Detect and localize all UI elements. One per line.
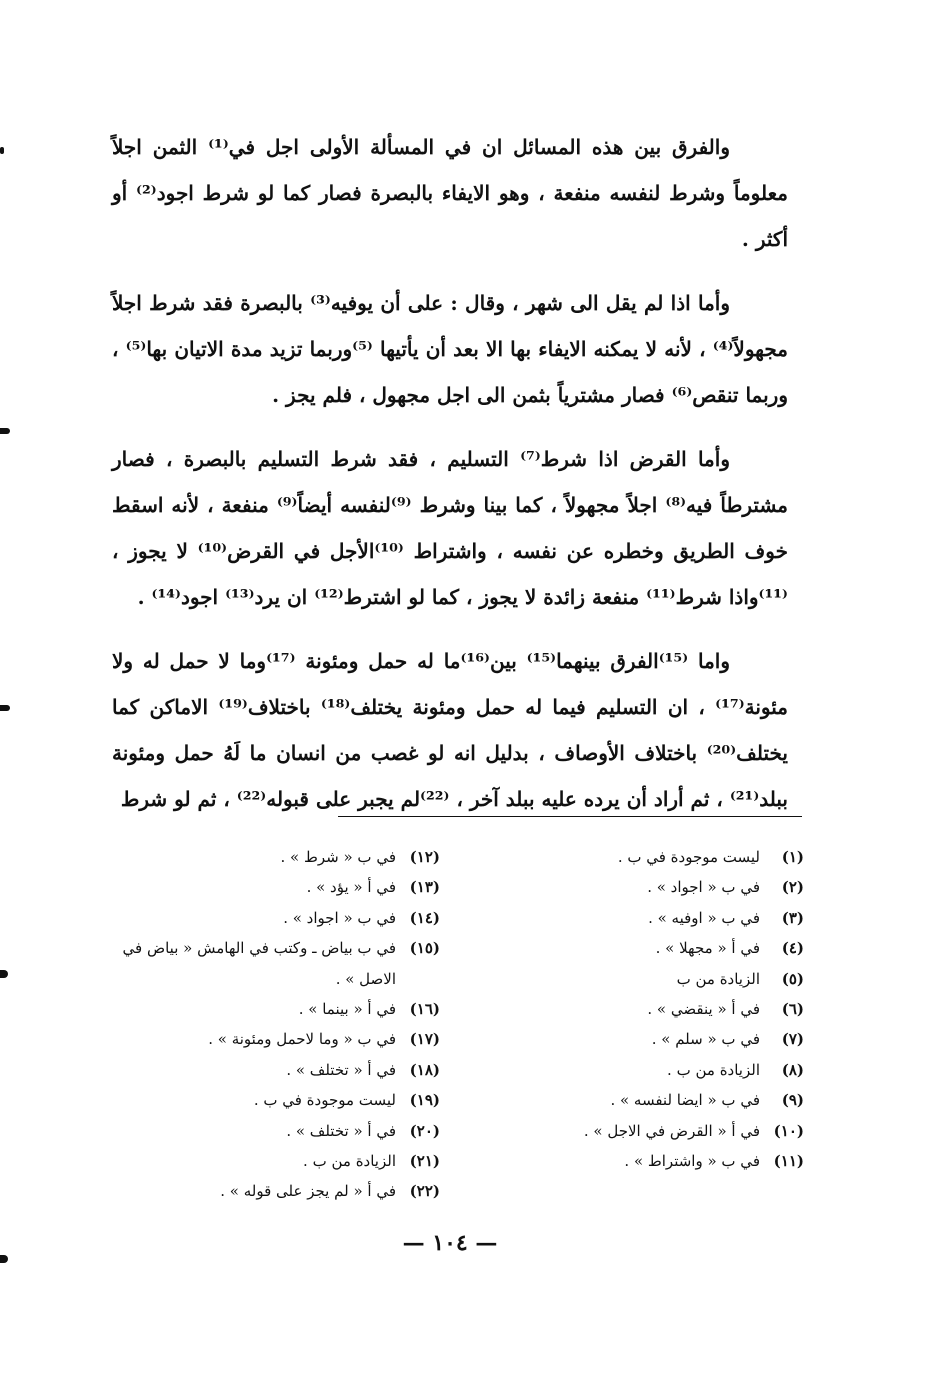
- footnote-text: في أ « لم يجز على قوله » .: [220, 1182, 396, 1201]
- scan-edge-mark: [0, 705, 10, 711]
- footnote: [540, 872, 804, 902]
- footnote-text: في ب « واشتراط » .: [624, 1152, 760, 1171]
- footnote: [110, 994, 440, 1024]
- footnote: [540, 1085, 804, 1115]
- footnotes-left-column: [110, 842, 440, 1207]
- scan-edge-mark: [0, 1255, 8, 1263]
- main-text: [112, 124, 788, 840]
- footnote: [110, 1024, 440, 1054]
- paragraph: واما ⁽¹⁵⁾الفرق بينهما⁽¹⁵⁾ بين⁽¹⁶⁾ما له حمل ومئونة ⁽¹⁷⁾وما لا حمل له ولا مئونة⁽¹⁷⁾ ، ان التسليم فيما له حمل ومئونة يختلف⁽¹⁸⁾ باختلاف⁽¹⁹⁾ الاماكن كما يختلف⁽²⁰⁾ باختلاف الأوصاف ، بدليل انه لو غصب من انسان ما لَهُ حمل ومئونة ببلد⁽²¹⁾ ، ثم أراد أن يرده عليه ببلد آخر ، ⁽²²⁾لم يجبر على قبوله⁽²²⁾ ، ثم لو شرط: [112, 649, 789, 811]
- footnote-text: في أ « مجهلا » .: [655, 939, 760, 958]
- footnote-number: (٨): [781, 1060, 804, 1079]
- footnote-text: في ب « سلم » .: [651, 1030, 760, 1049]
- footnote-number: (٢٢): [409, 1182, 440, 1201]
- footnote-number: (٥): [781, 969, 804, 988]
- footnote: [540, 1146, 804, 1176]
- footnote-text: في ب بياض ـ وكتب في الهامش « بياض في الاصل » .: [122, 939, 396, 988]
- footnote: [540, 842, 804, 872]
- footnote-text: في أ « ينقضي » .: [647, 1000, 760, 1019]
- footnote-number: (١١): [773, 1152, 804, 1171]
- footnote-number: (١٧): [409, 1030, 440, 1049]
- footnotes-right-column: [540, 842, 804, 1176]
- footnote: [110, 1116, 440, 1146]
- scan-edge-mark: [0, 428, 10, 434]
- footnote-number: (١٨): [409, 1060, 440, 1079]
- footnote-number: (١٢): [409, 848, 440, 866]
- paragraph: وأما اذا لم يقل الى شهر ، وقال : على أن يوفيه⁽³⁾ بالبصرة فقد شرط اجلاً مجهولاً⁽⁴⁾ ، لأنه لا يمكنه الايفاء بها الا بعد أن يأتيها ⁽⁵⁾وربما تزيد مدة الاتيان بها⁽⁵⁾ ، وربما تنقص⁽⁶⁾ فصار مشترياً بثمن الى اجل مجهول ، فلم يجز .: [112, 291, 789, 407]
- footnote-number: (٧): [781, 1030, 804, 1049]
- footnote-text: الزيادة من ب .: [303, 1152, 396, 1171]
- footnote-text: في ب « اجواد » .: [283, 908, 396, 927]
- footnote-text: في أ « تختلف » .: [286, 1121, 396, 1140]
- footnote-number: (١٤): [409, 908, 440, 927]
- footnote-text: في ب « شرط » .: [280, 848, 396, 866]
- footnote-text: في أ « بينما » .: [298, 1000, 396, 1019]
- footnote-number: (١): [781, 848, 804, 866]
- footnote-text: في ب « ايضا لنفسه » .: [610, 1091, 760, 1110]
- footnote-text: في ب « اجواد » .: [647, 878, 760, 897]
- footnote-number: (٢١): [409, 1152, 440, 1171]
- footnote-divider: [338, 816, 802, 817]
- footnote: [540, 1116, 804, 1146]
- footnote-text: في ب « وما لاحمل ومئونة » .: [208, 1030, 396, 1049]
- footnote: [110, 933, 440, 994]
- footnote-text: في ب « اوفيه » .: [648, 908, 760, 927]
- paragraph: وأما القرض اذا شرط⁽⁷⁾ التسليم ، فقد شرط التسليم بالبصرة ، فصار مشترطاً فيه⁽⁸⁾ اجلاً مجهولاً ، كما بينا وشرط ⁽⁹⁾لنفسه أيضاً⁽⁹⁾ منفعة ، لأنه اسقط خوف الطريق وخطره عن نفسه ، واشتراط ⁽¹⁰⁾الأجل في القرض⁽¹⁰⁾ لا يجوز ، ⁽¹¹⁾واذا شرط⁽¹¹⁾ منفعة زائدة لا يجوز ، كما لو اشترط⁽¹²⁾ ان يرد⁽¹³⁾ اجود⁽¹⁴⁾ .: [112, 447, 788, 609]
- footnote: [540, 903, 804, 933]
- footnote-text: الزيادة من ب .: [667, 1060, 760, 1079]
- footnote: [110, 1055, 440, 1085]
- footnote: [110, 903, 440, 933]
- footnote: [540, 964, 804, 994]
- footnote: [110, 872, 440, 902]
- footnote: [110, 1176, 440, 1206]
- footnote-text: الزيادة من ب: [676, 969, 760, 988]
- footnote-text: في أ « القرض في الاجل » .: [583, 1121, 760, 1140]
- footnote-number: (١٦): [409, 1000, 440, 1019]
- footnote: [110, 1085, 440, 1115]
- footnote-number: (٣): [781, 908, 804, 927]
- footnote-text: ليست موجودة في ب .: [617, 848, 760, 866]
- footnote-text: في أ « تختلف » .: [286, 1060, 396, 1079]
- footnote: [110, 1146, 440, 1176]
- footnote-number: (٩): [781, 1091, 804, 1110]
- footnote-number: (١٥): [409, 939, 440, 958]
- footnote: [110, 842, 440, 872]
- footnote-number: (١٣): [409, 878, 440, 897]
- footnote-number: (١٠): [773, 1121, 804, 1140]
- page-number: — ١٠٤ —: [402, 1230, 498, 1256]
- footnote: [540, 994, 804, 1024]
- footnote: [540, 1055, 804, 1085]
- footnote-number: (١٩): [409, 1091, 440, 1110]
- footnote-number: (٢): [781, 878, 804, 897]
- paragraph: والفرق بين هذه المسائل ان في المسألة الأولى اجل في⁽¹⁾ الثمن اجلاً معلوماً وشرط لنفسه منفعة ، وهو الايفاء بالبصرة فصار كما لو شرط اجود⁽²⁾ أو أكثر .: [112, 135, 788, 251]
- footnote: [540, 1024, 804, 1054]
- scan-edge-mark: [0, 970, 8, 978]
- footnote-number: (٤): [781, 939, 804, 958]
- scan-edge-mark: [0, 147, 4, 154]
- footnote-number: (٢٠): [409, 1121, 440, 1140]
- footnote: [540, 933, 804, 963]
- footnote-text: في أ « يؤد » .: [306, 878, 396, 897]
- footnote-number: (٦): [781, 1000, 804, 1019]
- footnote-text: ليست موجودة في ب .: [253, 1091, 396, 1110]
